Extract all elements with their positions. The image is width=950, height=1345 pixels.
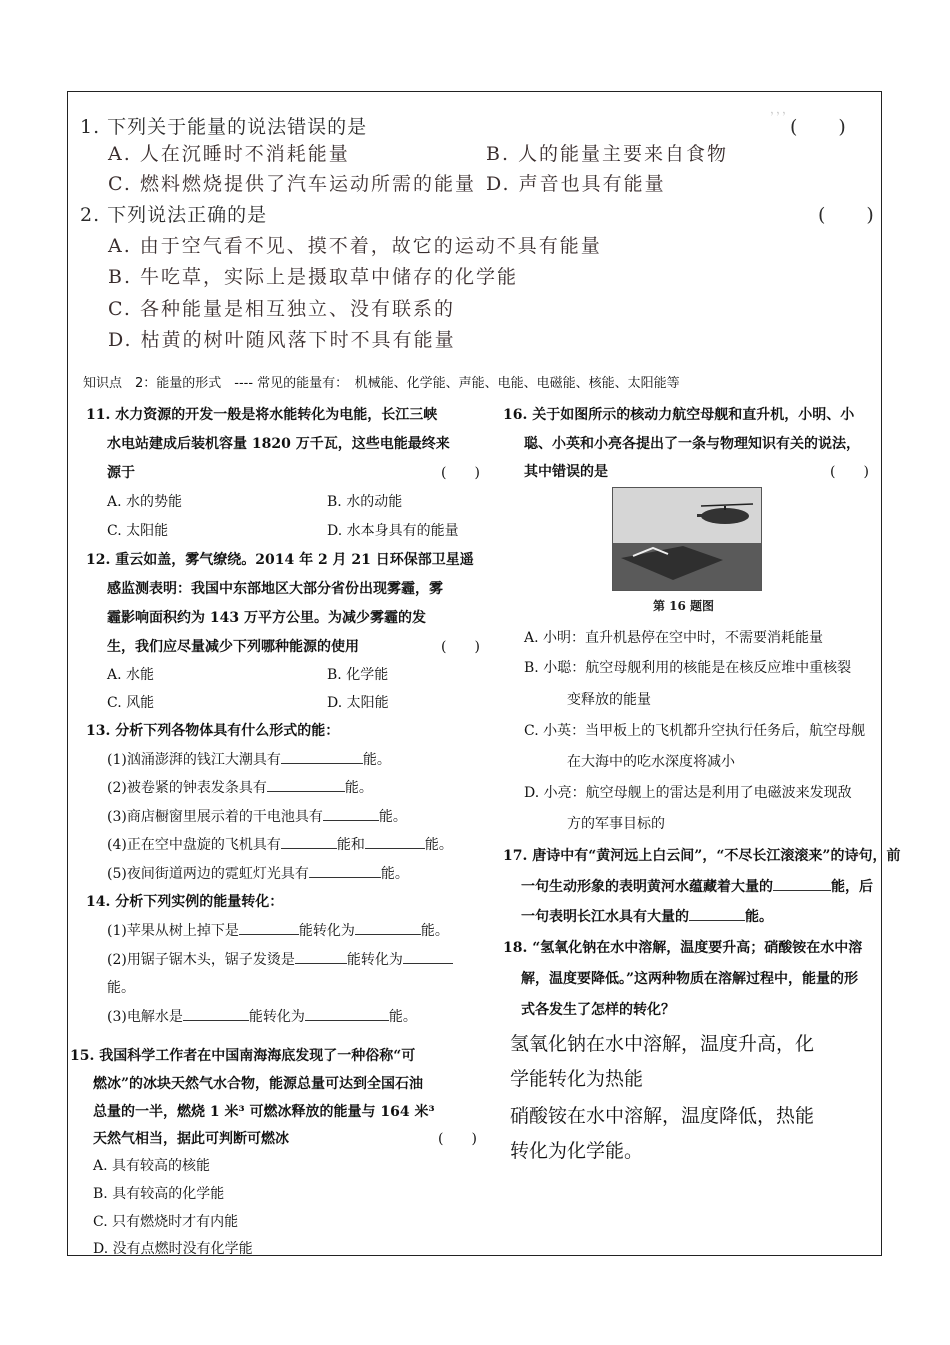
option-d: D. 小亮：航空母舰上的雷达是利用了电磁波来发现敌 [524, 785, 852, 801]
item-text: 能。 [380, 866, 409, 882]
question-17-line [521, 906, 773, 926]
question-11-line: 水电站建成后装机容量 1820 万千瓦，这些电能最终来 [107, 436, 450, 452]
question-11-line: 源于 [107, 465, 135, 481]
question-11-line: 11. 水力资源的开发一般是将水能转化为电能，长江三峡 [86, 407, 438, 423]
question-12-line: 12. 重云如盖，雾气缭绕。2014 年 2 月 21 日环保部卫星遥 [86, 552, 474, 568]
question-15-line: 总量的一半，燃烧 1 米³ 可燃冰释放的能量与 164 米³ [93, 1104, 435, 1120]
answer-bracket: ( ) [441, 639, 480, 655]
option-c: C. 小英：当甲板上的飞机都升空执行任务后，航空母舰 [524, 723, 866, 739]
fill-blank[interactable] [281, 834, 337, 849]
question-13-item [107, 749, 391, 769]
figure-caption: 第 16 题图 [653, 599, 715, 613]
fill-blank[interactable] [239, 920, 299, 935]
option-c: C. 燃料燃烧提供了汽车运动所需的能量 [108, 173, 476, 195]
fill-blank[interactable] [323, 806, 379, 821]
item-text: (2)被卷紧的钟表发条具有 [107, 780, 267, 796]
item-text: (3)电解水是 [107, 1009, 183, 1025]
question-18-line: 解，温度要降低。”这两种物质在溶解过程中，能量的形 [521, 971, 859, 987]
answer-text-line: 转化为化学能。 [510, 1140, 644, 1162]
option-b: B. 人的能量主要来自食物 [486, 143, 729, 165]
fill-blank[interactable] [295, 949, 347, 964]
fill-blank[interactable] [281, 749, 363, 764]
answer-text-line: 硝酸铵在水中溶解，温度降低，热能 [510, 1105, 815, 1127]
option-b-continued: 变释放的能量 [567, 692, 651, 708]
question-2: 2. 下列说法正确的是 [80, 204, 268, 226]
option-d: D. 太阳能 [327, 695, 389, 711]
answer-text-line: 学能转化为热能 [510, 1068, 644, 1090]
option-c: C. 风能 [107, 695, 155, 711]
question-15-line: 15. 我国科学工作者在中国南海海底发现了一种俗称“可 [70, 1048, 416, 1064]
fill-blank[interactable] [365, 834, 425, 849]
item-text: 能转化为 [248, 1009, 305, 1025]
question-14-item [107, 920, 449, 940]
item-text: 能和 [336, 837, 365, 853]
item-text: (2)用锯子锯木头，锯子发烫是 [107, 952, 295, 968]
item-text: 一句表明长江水具有大量的 [521, 909, 689, 925]
fill-blank[interactable] [689, 906, 745, 921]
item-text: 能，后 [831, 879, 873, 895]
answer-bracket: ( ) [830, 464, 869, 480]
fill-blank[interactable] [183, 1006, 249, 1021]
question-13: 13. 分析下列各物体具有什么形式的能： [86, 723, 340, 739]
option-a: A. 人在沉睡时不消耗能量 [108, 143, 350, 165]
question-13-item [107, 777, 373, 797]
item-text: 能。 [362, 752, 391, 768]
item-text: (1)苹果从树上掉下是 [107, 923, 239, 939]
option-a: A. 水能 [107, 667, 155, 683]
option-b: B. 小聪：航空母舰利用的核能是在核反应堆中重核裂 [524, 660, 852, 676]
question-18-line: 18. “氢氧化钠在水中溶解，温度要升高；硝酸铵在水中溶 [503, 940, 863, 956]
item-text: (5)夜间街道两边的霓虹灯光具有 [107, 866, 309, 882]
question-13-item [107, 834, 453, 854]
answer-bracket: ( ) [441, 465, 480, 481]
question-13-item [107, 863, 409, 883]
question-14-item: 能。 [107, 980, 135, 996]
answer-bracket: ( ) [818, 204, 875, 226]
question-15-line: 天然气相当，据此可判断可燃冰 [93, 1131, 289, 1147]
fill-blank[interactable] [267, 777, 345, 792]
option-c: C. 各种能量是相互独立、没有联系的 [108, 298, 455, 320]
question-16-line: 聪、小英和小亮各提出了一条与物理知识有关的说法， [524, 436, 860, 452]
answer-text-line: 氢氧化钠在水中溶解，温度升高，化 [510, 1033, 815, 1055]
question-12-line: 生，我们应尽量减少下列哪种能源的使用 [107, 639, 359, 655]
question-16-line: 其中错误的是 [524, 464, 608, 480]
item-text: 能。 [420, 923, 449, 939]
question-1: 1. 下列关于能量的说法错误的是 [80, 116, 368, 138]
fill-blank[interactable] [355, 920, 421, 935]
question-13-item [107, 806, 407, 826]
item-text: 一句生动形象的表明黄河水蕴藏着大量的 [521, 879, 773, 895]
option-a: A. 水的势能 [107, 494, 183, 510]
question-15-line: 燃冰”的冰块天然气水合物，能源总量可达到全国石油 [93, 1076, 424, 1092]
aircraft-carrier-photo [612, 487, 762, 591]
item-text: 能。 [344, 780, 373, 796]
item-text: 能转化为 [346, 952, 403, 968]
item-text: 能。 [378, 809, 407, 825]
item-text: 能转化为 [298, 923, 355, 939]
option-d: D. 没有点燃时没有化学能 [93, 1241, 253, 1257]
fill-blank[interactable] [403, 949, 453, 964]
answer-bracket: ( ) [438, 1131, 477, 1147]
item-text: (3)商店橱窗里展示着的干电池具有 [107, 809, 323, 825]
question-14: 14. 分析下列实例的能量转化： [86, 894, 284, 910]
item-text: (4)正在空中盘旋的飞机具有 [107, 837, 281, 853]
question-14-item [107, 949, 453, 969]
option-b: B. 化学能 [327, 667, 389, 683]
answer-bracket: ( ) [790, 116, 847, 138]
option-a: A. 由于空气看不见、摸不着，故它的运动不具有能量 [108, 235, 602, 257]
item-text: 能。 [388, 1009, 417, 1025]
option-d: D. 水本身具有的能量 [327, 523, 459, 539]
question-14-item [107, 1006, 417, 1026]
item-text: 能。 [745, 909, 773, 925]
bleed-through-text: ，，， [770, 102, 795, 116]
option-b: B. 牛吃草，实际上是摄取草中储存的化学能 [108, 266, 519, 288]
option-a: A. 小明：直升机悬停在空中时，不需要消耗能量 [524, 630, 824, 646]
option-a: A. 具有较高的核能 [93, 1158, 211, 1174]
question-12-line: 感监测表明：我国中东部地区大部分省份出现雾霾，雾 [107, 581, 443, 597]
item-text: (1)汹涌澎湃的钱江大潮具有 [107, 752, 281, 768]
option-d-continued: 方的军事目标的 [567, 816, 665, 832]
fill-blank[interactable] [309, 863, 381, 878]
option-c-continued: 在大海中的吃水深度将减小 [567, 754, 735, 770]
question-18-line: 式各发生了怎样的转化？ [521, 1002, 675, 1018]
fill-blank[interactable] [773, 876, 831, 891]
option-c: C. 只有燃烧时才有内能 [93, 1214, 239, 1230]
question-17-line [521, 876, 873, 896]
question-16-line: 16. 关于如图所示的核动力航空母舰和直升机，小明、小 [503, 407, 855, 423]
question-12-line: 霾影响面积约为 143 万平方公里。为减少雾霾的发 [107, 610, 426, 626]
option-b: B. 水的动能 [327, 494, 403, 510]
helicopter-carrier-illustration [613, 488, 761, 590]
knowledge-point-heading: 知识点 2：能量的形式 ---- 常见的能量有： 机械能、化学能、声能、电能、电磁能、核能、太阳能等 [83, 376, 680, 391]
option-c: C. 太阳能 [107, 523, 169, 539]
option-d: D. 声音也具有能量 [486, 173, 666, 195]
fill-blank[interactable] [305, 1006, 389, 1021]
option-d: D. 枯黄的树叶随风落下时不具有能量 [108, 329, 456, 351]
option-b: B. 具有较高的化学能 [93, 1186, 225, 1202]
question-17-line: 17. 唐诗中有“黄河远上白云间”，“不尽长江滚滚来”的诗句，前 [503, 848, 901, 864]
item-text: 能。 [424, 837, 453, 853]
